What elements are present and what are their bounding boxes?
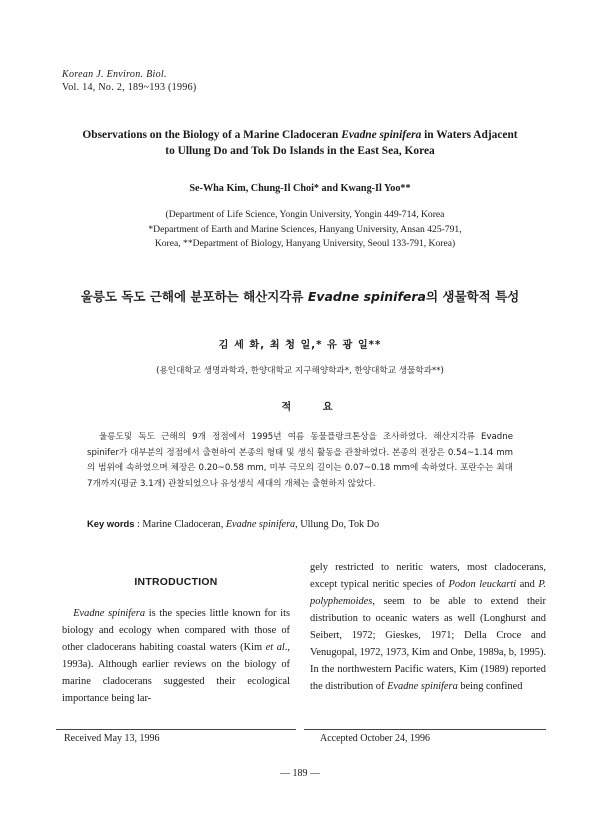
body-text: ., 1993a). Although earlier reviews on the biology of marine cladocerans suggested their ecological importance being lar-	[62, 642, 290, 704]
keywords-label: Key words	[87, 518, 135, 529]
right-column	[310, 559, 546, 695]
journal-header	[62, 68, 197, 94]
footnote-divider-right	[304, 729, 546, 730]
journal-name: Korean J. Environ. Biol.	[62, 69, 167, 80]
keyword-text: Marine Cladoceran,	[142, 519, 226, 530]
korean-title	[0, 287, 600, 305]
species-name: P. polyphemoides	[310, 579, 546, 607]
body-text: and	[516, 579, 539, 590]
page-number: — 189 —	[280, 768, 320, 779]
received-date: Received May 13, 1996	[64, 733, 160, 744]
body-text: is the species little known for its biology and ecology when compared with those of other cladocerans habiting coastal waters (Kim	[62, 608, 291, 653]
affiliation-line: (Department of Life Science, Yongin University, Yongin 449-714, Korea	[165, 209, 445, 220]
korean-abstract-heading: 적 요	[281, 402, 347, 413]
keywords	[87, 518, 379, 530]
title-line-1	[40, 127, 560, 143]
intro-paragraph-right	[310, 559, 546, 695]
keyword-species: Evadne spinifera	[225, 519, 296, 530]
volume-info: Vol. 14, No. 2, 189~193 (1996)	[62, 82, 197, 93]
title-line-2: to Ullung Do and Tok Do Islands in the East Sea, Korea	[165, 145, 435, 157]
footnote-divider-left	[56, 729, 296, 730]
title-text: Observations on the Biology of a Marine Cladoceran	[82, 129, 342, 141]
section-heading-introduction: INTRODUCTION	[134, 577, 218, 588]
title-text-2: in Waters Adjacent	[421, 129, 518, 141]
korean-title-species: Evadne spinifera	[307, 289, 426, 304]
body-text: gely restricted to neritic waters, most cladocerans, except typical neritic species of	[310, 562, 546, 590]
species-name: Evadne spinifera	[387, 681, 458, 692]
title-species: Evadne spinifera	[341, 129, 422, 141]
korean-title-text: 울릉도 독도 근해에 분포하는 해산지각류	[80, 289, 308, 304]
body-text-italic: et al	[265, 642, 285, 653]
species-name: Podon leuckarti	[448, 579, 517, 590]
left-column	[62, 568, 290, 707]
body-text: being confined	[457, 681, 523, 692]
accepted-date: Accepted October 24, 1996	[320, 733, 430, 744]
affiliations	[70, 208, 540, 252]
species-name: Evadne spinifera	[73, 608, 146, 619]
paper-title	[40, 127, 560, 159]
keyword-text-2: , Ullung Do, Tok Do	[295, 519, 380, 530]
affiliation-line: *Department of Earth and Marine Sciences, Hanyang University, Ansan 425-791,	[148, 223, 462, 235]
korean-abstract: 울릉도및 독도 근해의 9개 정점에서 1995년 여름 동물플랑크톤상을 조사하였다. 해산지각류 Evadne spinifer가 대부분의 정점에서 출현하여 본종의 형태 및 생식 활동을 관찰하였다. 본종의 전장은 0.54~1.14 mm의 범위에 속하였으며 체장은 0.20~0.58 mm, 미부 극모의 길이는 0.07~0.18 mm에 속하였다. 포란수는 최대 7개까지(평균 3.1개) 관찰되었으나 유성생식 세대의 개체는 출현하지 않았다.	[87, 432, 513, 489]
korean-title-text-2: 의 생물학적 특성	[425, 289, 520, 304]
intro-paragraph-left	[62, 605, 290, 707]
korean-affiliation: (용인대학교 생명과학과, 한양대학교 지구해양학과*, 한양대학교 생물학과**)	[156, 366, 444, 376]
korean-authors: 김 세 화, 최 청 일,* 유 광 일**	[218, 340, 382, 351]
keywords-separator: :	[134, 519, 143, 530]
author-list: Se-Wha Kim, Chung-Il Choi* and Kwang-Il Yoo**	[189, 183, 411, 194]
body-text: , seem to be able to extend their distribution to oceanic waters as well (Longhurst and Seibert, 1972; Gieskes, 1971; Della Croce and Venugopal, 1972, 1973, Kim and Onbe, 1989a, b, 1995). In the northwestern Pacific waters, Kim (1989) reported the distribution of	[310, 596, 546, 692]
affiliation-line: Korea, **Department of Biology, Hanyang University, Seoul 133-791, Korea)	[154, 238, 456, 249]
